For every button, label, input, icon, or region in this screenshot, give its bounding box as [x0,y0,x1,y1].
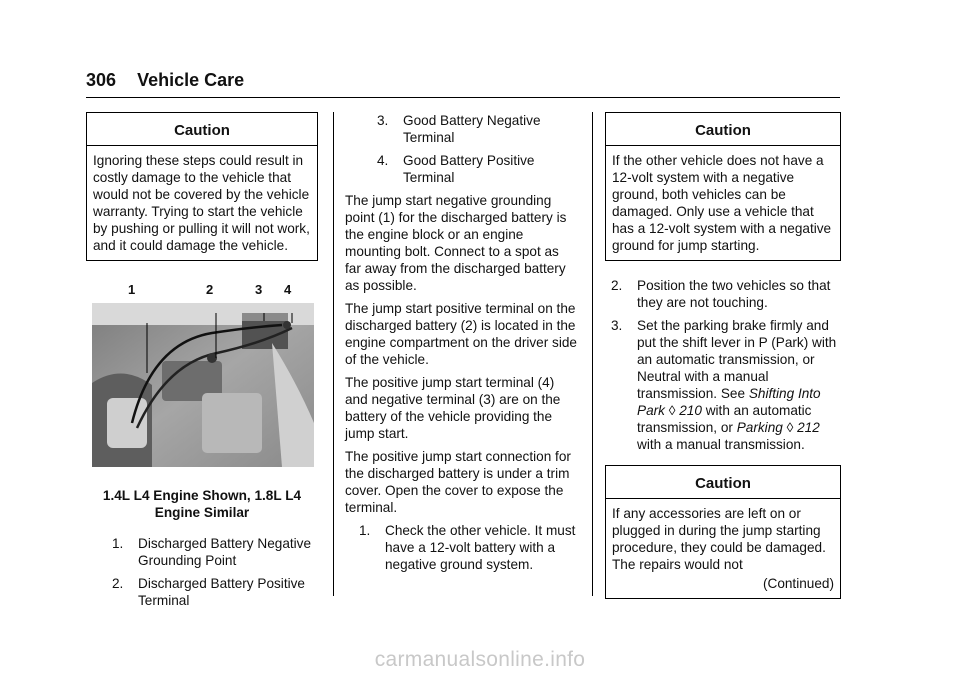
page-header [86,70,244,91]
caution-title: Caution [606,113,840,146]
step-item: 2. Position the two vehicles so that they are not touching. [611,278,831,310]
ref-glyph: ◊ [786,420,794,435]
caution-title: Caution [606,466,840,499]
caution-text: Ignoring these steps could result in costly damage to the vehicle that would not be covered by the vehicle warranty. Trying to start the vehicle by pushing or pulling it will not work, and it could damage the vehicle. [93,153,310,253]
column-3 [605,112,841,599]
callout-2: 2 [206,282,214,297]
header-rule [86,97,840,98]
engine-bay-photo [92,303,314,467]
list-item: 4. Good Battery Positive Terminal [377,153,535,185]
callout-4: 4 [284,282,292,297]
engine-figure [86,281,318,481]
callout-3: 3 [255,282,263,297]
figure-caption: 1.4L L4 Engine Shown, 1.8L L4 Engine Similar [102,488,302,520]
xref-link[interactable]: Shifting Into Park [637,386,821,418]
list-item: 2. Discharged Battery Positive Terminal [112,576,305,608]
list-item: 3. Good Battery Negative Terminal [377,113,541,145]
column-2 [345,112,577,579]
caution-text: If any accessories are left on or plugged in during the jump starting procedure, they could be damaged. The repairs would not [612,506,826,572]
caution-title: Caution [87,113,317,146]
step-item: 3. Set the parking brake firmly and put the shift lever in P (Park) with an automatic transmission, or Neutral with a manual transmission. See Shifting Into Park ◊ 210 with an automatic transmission, or Parking ◊ 212 with a manual transmission. [611,318,837,452]
callout-1: 1 [128,282,136,297]
paragraph: The jump start negative grounding point (1) for the discharged battery is the engine block or an engine mounting bolt. Connect to a spot as far away from the discharged battery as possible. [345,193,567,293]
continued-label: (Continued) [762,576,834,591]
caution-box [605,112,841,261]
page-ref[interactable]: 212 [797,420,820,435]
caution-box [605,465,841,599]
xref-link[interactable]: Parking [736,420,783,435]
page-number: 306 [86,70,117,90]
page-ref[interactable]: 210 [679,403,702,418]
watermark: carmanualsonline.info [374,648,586,671]
paragraph: The positive jump start connection for the discharged battery is under a trim cover. Open the cover to expose the terminal. [345,449,571,515]
column-divider [592,112,593,596]
caution-text: If the other vehicle does not have a 12-volt system with a negative ground, both vehicles can be damaged. Only use a vehicle that has a 12-volt system with a negative ground for jump starting. [612,153,832,253]
column-divider [333,112,334,596]
paragraph: The jump start positive terminal on the discharged battery (2) is located in the engine compartment on the driver side of the vehicle. [345,301,577,367]
ref-glyph: ◊ [668,403,676,418]
step-item: 1. Check the other vehicle. It must have a 12-volt battery with a negative ground system. [359,523,576,572]
caution-box [86,112,318,261]
paragraph: The positive jump start terminal (4) and negative terminal (3) are on the battery of the vehicle providing the jump start. [345,375,561,441]
list-item: 1. Discharged Battery Negative Grounding Point [112,536,312,568]
column-1 [86,112,318,615]
section-title: Vehicle Care [137,70,245,90]
